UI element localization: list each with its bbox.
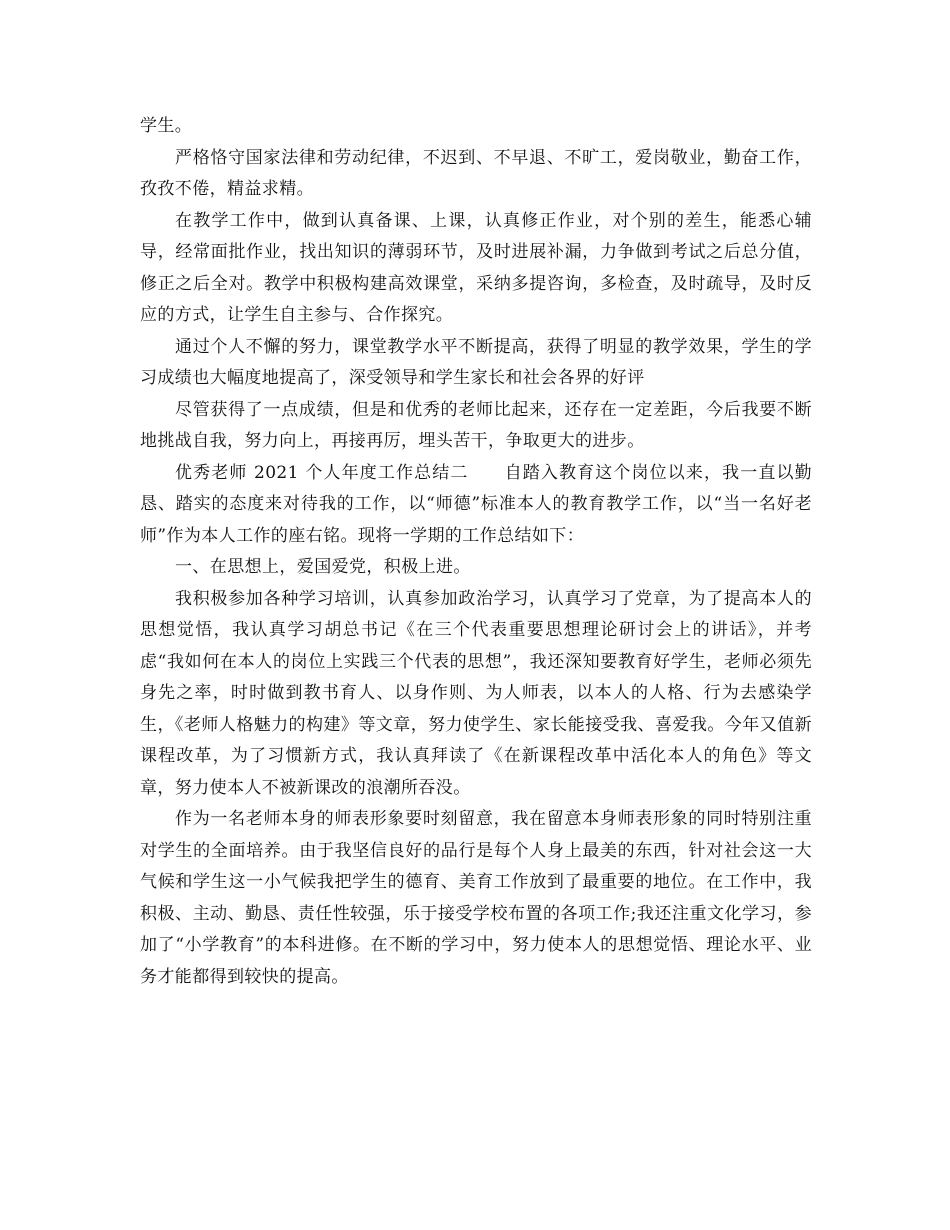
paragraph-teacher-image: 作为一名老师本身的师表形象要时刻留意，我在留意本身师表形象的同时特别注重对学生的全面培养。由于我坚信良好的品行是每个人身上最美的东西，针对社会这一大气候和学生这一小气候我把学生的德育、美育工作放到了最重要的地位。在工作中，我积极、主动、勤恳、责任性较强，乐于接受学校布置的各项工作;我还注重文化学习，参加了“小学教育”的本科进修。在不断的学习中，努力使本人的思想觉悟、理论水平、业务才能都得到较快的提高。 <box>140 809 812 987</box>
paragraph-summary-two-intro: 优秀老师 2021 个人年度工作总结二 自踏入教育这个岗位以来，我一直以勤恳、踏实的态度来对待我的工作，以“师德”标准本人的教育教学工作，以“当一名好老师”作为本人工作的座右铭。现将一学期的工作总结如下： <box>140 462 812 546</box>
paragraph-teaching-work: 在教学工作中，做到认真备课、上课，认真修正作业，对个别的差生，能悉心辅导，经常面批作业，找出知识的薄弱环节，及时进展补漏，力争做到考试之后总分值，修正之后全对。教学中积极构建高效课堂，采纳多提咨询，多检查，及时疏导，及时反应的方式，让学生自主参与、合作探究。 <box>140 210 812 325</box>
paragraph-study-training: 我积极参加各种学习培训，认真参加政治学习，认真学习了党章，为了提高本人的思想觉悟，我认真学习胡总书记《在三个代表重要思想理论研讨会上的讲话》，并考虑“我如何在本人的岗位上实践三个代表的思想”，我还深知要教育好学生，老师必须先身先之率，时时做到教书育人、以身作则、为人师表，以本人的人格、行为去感染学生，《老师人格魅力的构建》等文章，努力使学生、家长能接受我、喜爱我。今年又值新课程改革，为了习惯新方式，我认真拜读了《在新课程改革中活化本人的角色》等文章，努力使本人不被新课改的浪潮所吞没。 <box>140 588 812 798</box>
paragraph-results: 通过个人不懈的努力，课堂教学水平不断提高，获得了明显的教学效果，学生的学习成绩也大幅度地提高了，深受领导和学生家长和社会各界的好评 <box>140 336 812 388</box>
section-heading-ideology: 一、在思想上，爱国爱党，积极上进。 <box>175 557 471 577</box>
paragraph-continuation: 学生。 <box>140 116 193 136</box>
paragraph-outlook: 尽管获得了一点成绩，但是和优秀的老师比起来，还存在一定差距，今后我要不断地挑战自我，努力向上，再接再厉，埋头苦干，争取更大的进步。 <box>140 399 812 451</box>
paragraph-discipline: 严格恪守国家法律和劳动纪律，不迟到、不早退、不旷工，爱岗敬业，勤奋工作，孜孜不倦，精益求精。 <box>140 147 812 199</box>
document-body <box>140 111 812 993</box>
